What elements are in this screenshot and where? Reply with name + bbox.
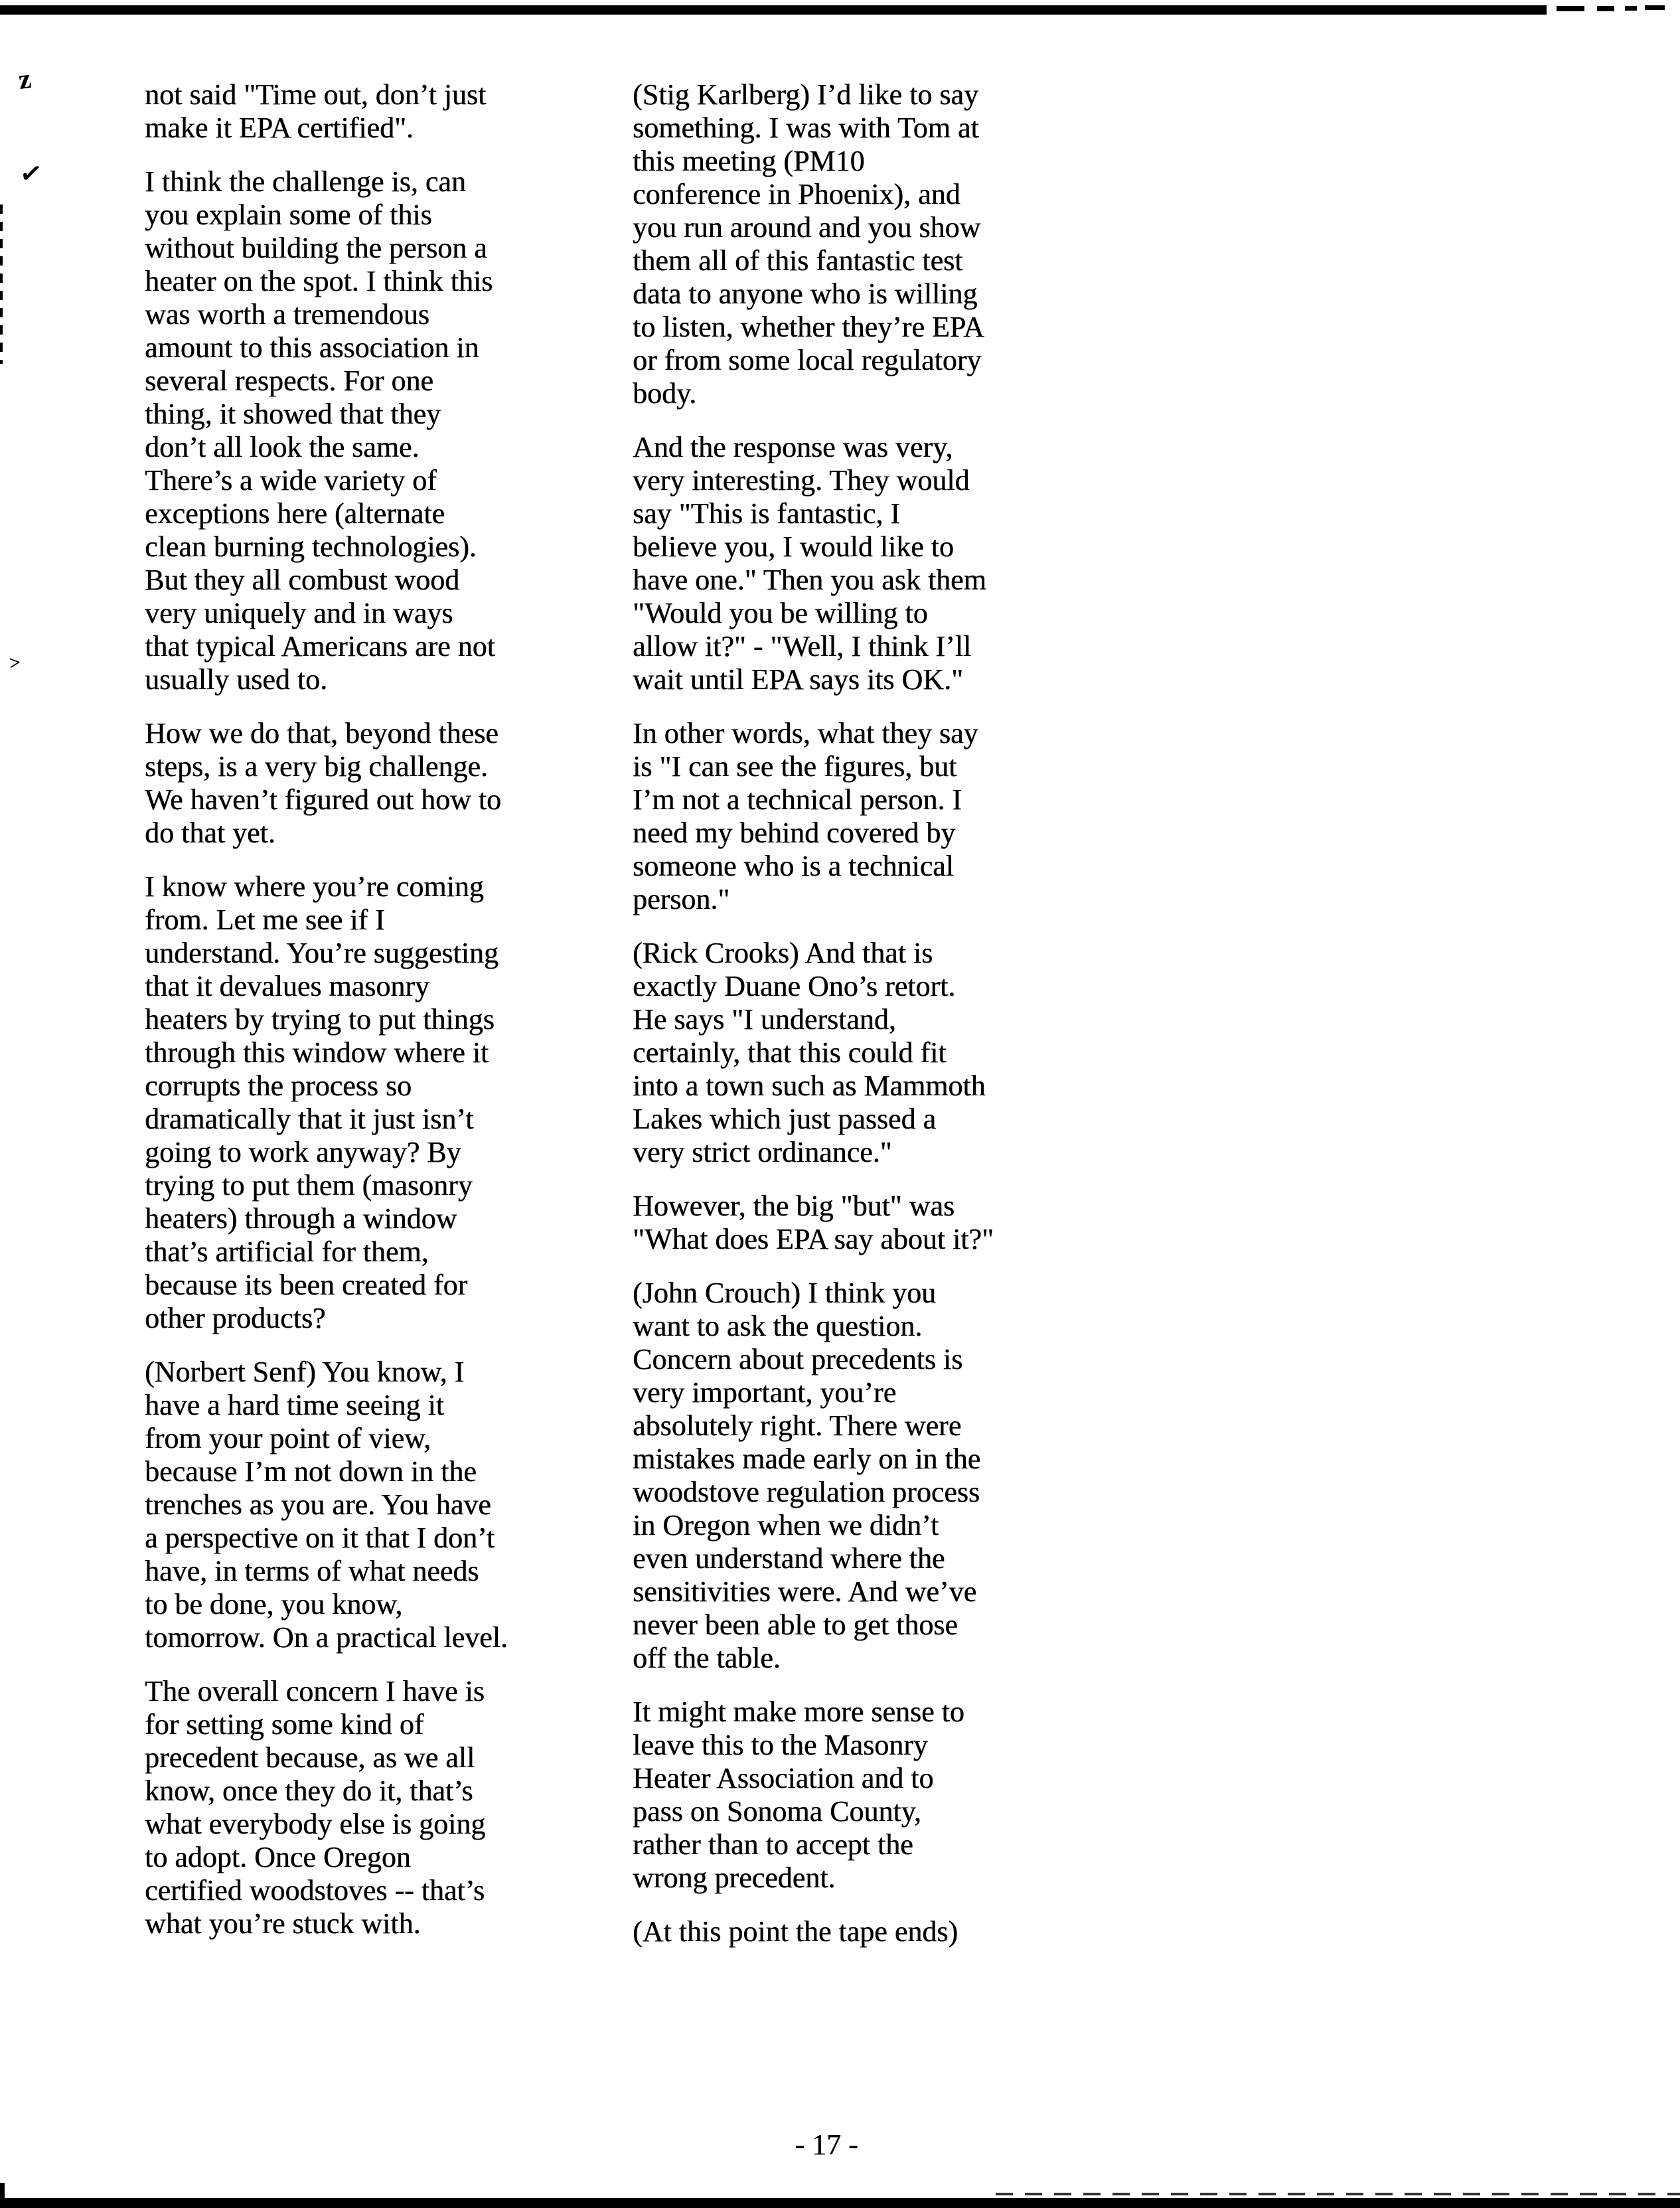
margin-chevron-mark: > [8, 651, 22, 674]
paragraph: (Norbert Senf) You know, I have a hard time seeing it from your point of view, because I’m not down in the trenches as you are. You have a perspective on it that I don’t have, in terms of what needs to be done, you know, tomorrow. On a practical level. [145, 1356, 508, 1654]
paragraph: I think the challenge is, can you explain some of this without building the person a heater on the spot. I think this was worth a tremendous amount to this association in several respects. For one thing, it showed that they don’t all look the same. There’s a wide variety of exceptions here (alternate clean burning technologies). But they all combust wood very uniquely and in ways that typical Americans are not usually used to. [145, 165, 495, 696]
right-column [633, 78, 1097, 1969]
paragraph: (At this point the tape ends) [633, 1915, 958, 1948]
paragraph: And the response was very, very interesting. They would say "This is fantastic, I believe you, I would like to have one." Then you ask them "Would you be willing to allow it?" - "Well, I think I’ll wait until EPA says its OK." [633, 431, 986, 696]
paragraph: In other words, what they say is "I can see the figures, but I’m not a technical person. I need my behind covered by someone who is a technical person." [633, 717, 978, 915]
paragraph: How we do that, beyond these steps, is a very big challenge. We haven’t figured out how to do that yet. [145, 717, 501, 849]
paragraph: It might make more sense to leave this to the Masonry Heater Association and to pass on Sonoma County, rather than to accept the wrong precedent. [633, 1695, 964, 1894]
top-scan-bar-dash [1597, 6, 1614, 11]
margin-squiggle-mark: z [16, 63, 33, 96]
paragraph: (John Crouch) I think you want to ask the question. Concern about precedents is very important, you’re absolutely right. There were mistakes made early on in the woodstove regulation process in Oregon when we didn’t even understand where the sensitivities were. And we’ve never been able to get those off the table. [633, 1277, 981, 1674]
top-scan-bar-dash [1557, 6, 1584, 11]
page-number: - 17 - [795, 2128, 858, 2161]
left-column [145, 78, 609, 1961]
bottom-scan-bar [0, 2198, 1680, 2208]
top-scan-bar-dash [1645, 5, 1665, 10]
left-edge-scan-dashes [0, 204, 3, 364]
paragraph: (Stig Karlberg) I’d like to say something. I was with Tom at this meeting (PM10 conference in Phoenix), and you run around and you show them all of this fantastic test data to anyone who is willing to listen, whether they’re EPA or from some local regulatory body. [633, 78, 984, 410]
top-scan-bar-dash [1625, 6, 1637, 11]
paragraph: However, the big "but" was "What does EPA say about it?" [633, 1190, 994, 1255]
bottom-scan-speckles [996, 2193, 1680, 2195]
paragraph: not said "Time out, don’t just make it EPA certified". [145, 78, 487, 144]
margin-check-mark: ✓ [18, 157, 44, 191]
paragraph: I know where you’re coming from. Let me see if I understand. You’re suggesting that it devalues masonry heaters by trying to put things through this window where it corrupts the process so dramatically that it just isn’t going to work anyway? By trying to put them (masonry heaters) through a window that’s artificial for them, because its been created for other products? [145, 870, 498, 1334]
top-scan-bar [0, 5, 1547, 15]
paragraph: The overall concern I have is for setting some kind of precedent because, as we all know, once they do it, that’s what everybody else is going to adopt. Once Oregon certified woodstoves -- that’s what you’re stuck with. [145, 1675, 486, 1940]
paragraph: (Rick Crooks) And that is exactly Duane Ono’s retort. He says "I understand, certainly, that this could fit into a town such as Mammoth Lakes which just passed a very strict ordinance." [633, 937, 986, 1168]
